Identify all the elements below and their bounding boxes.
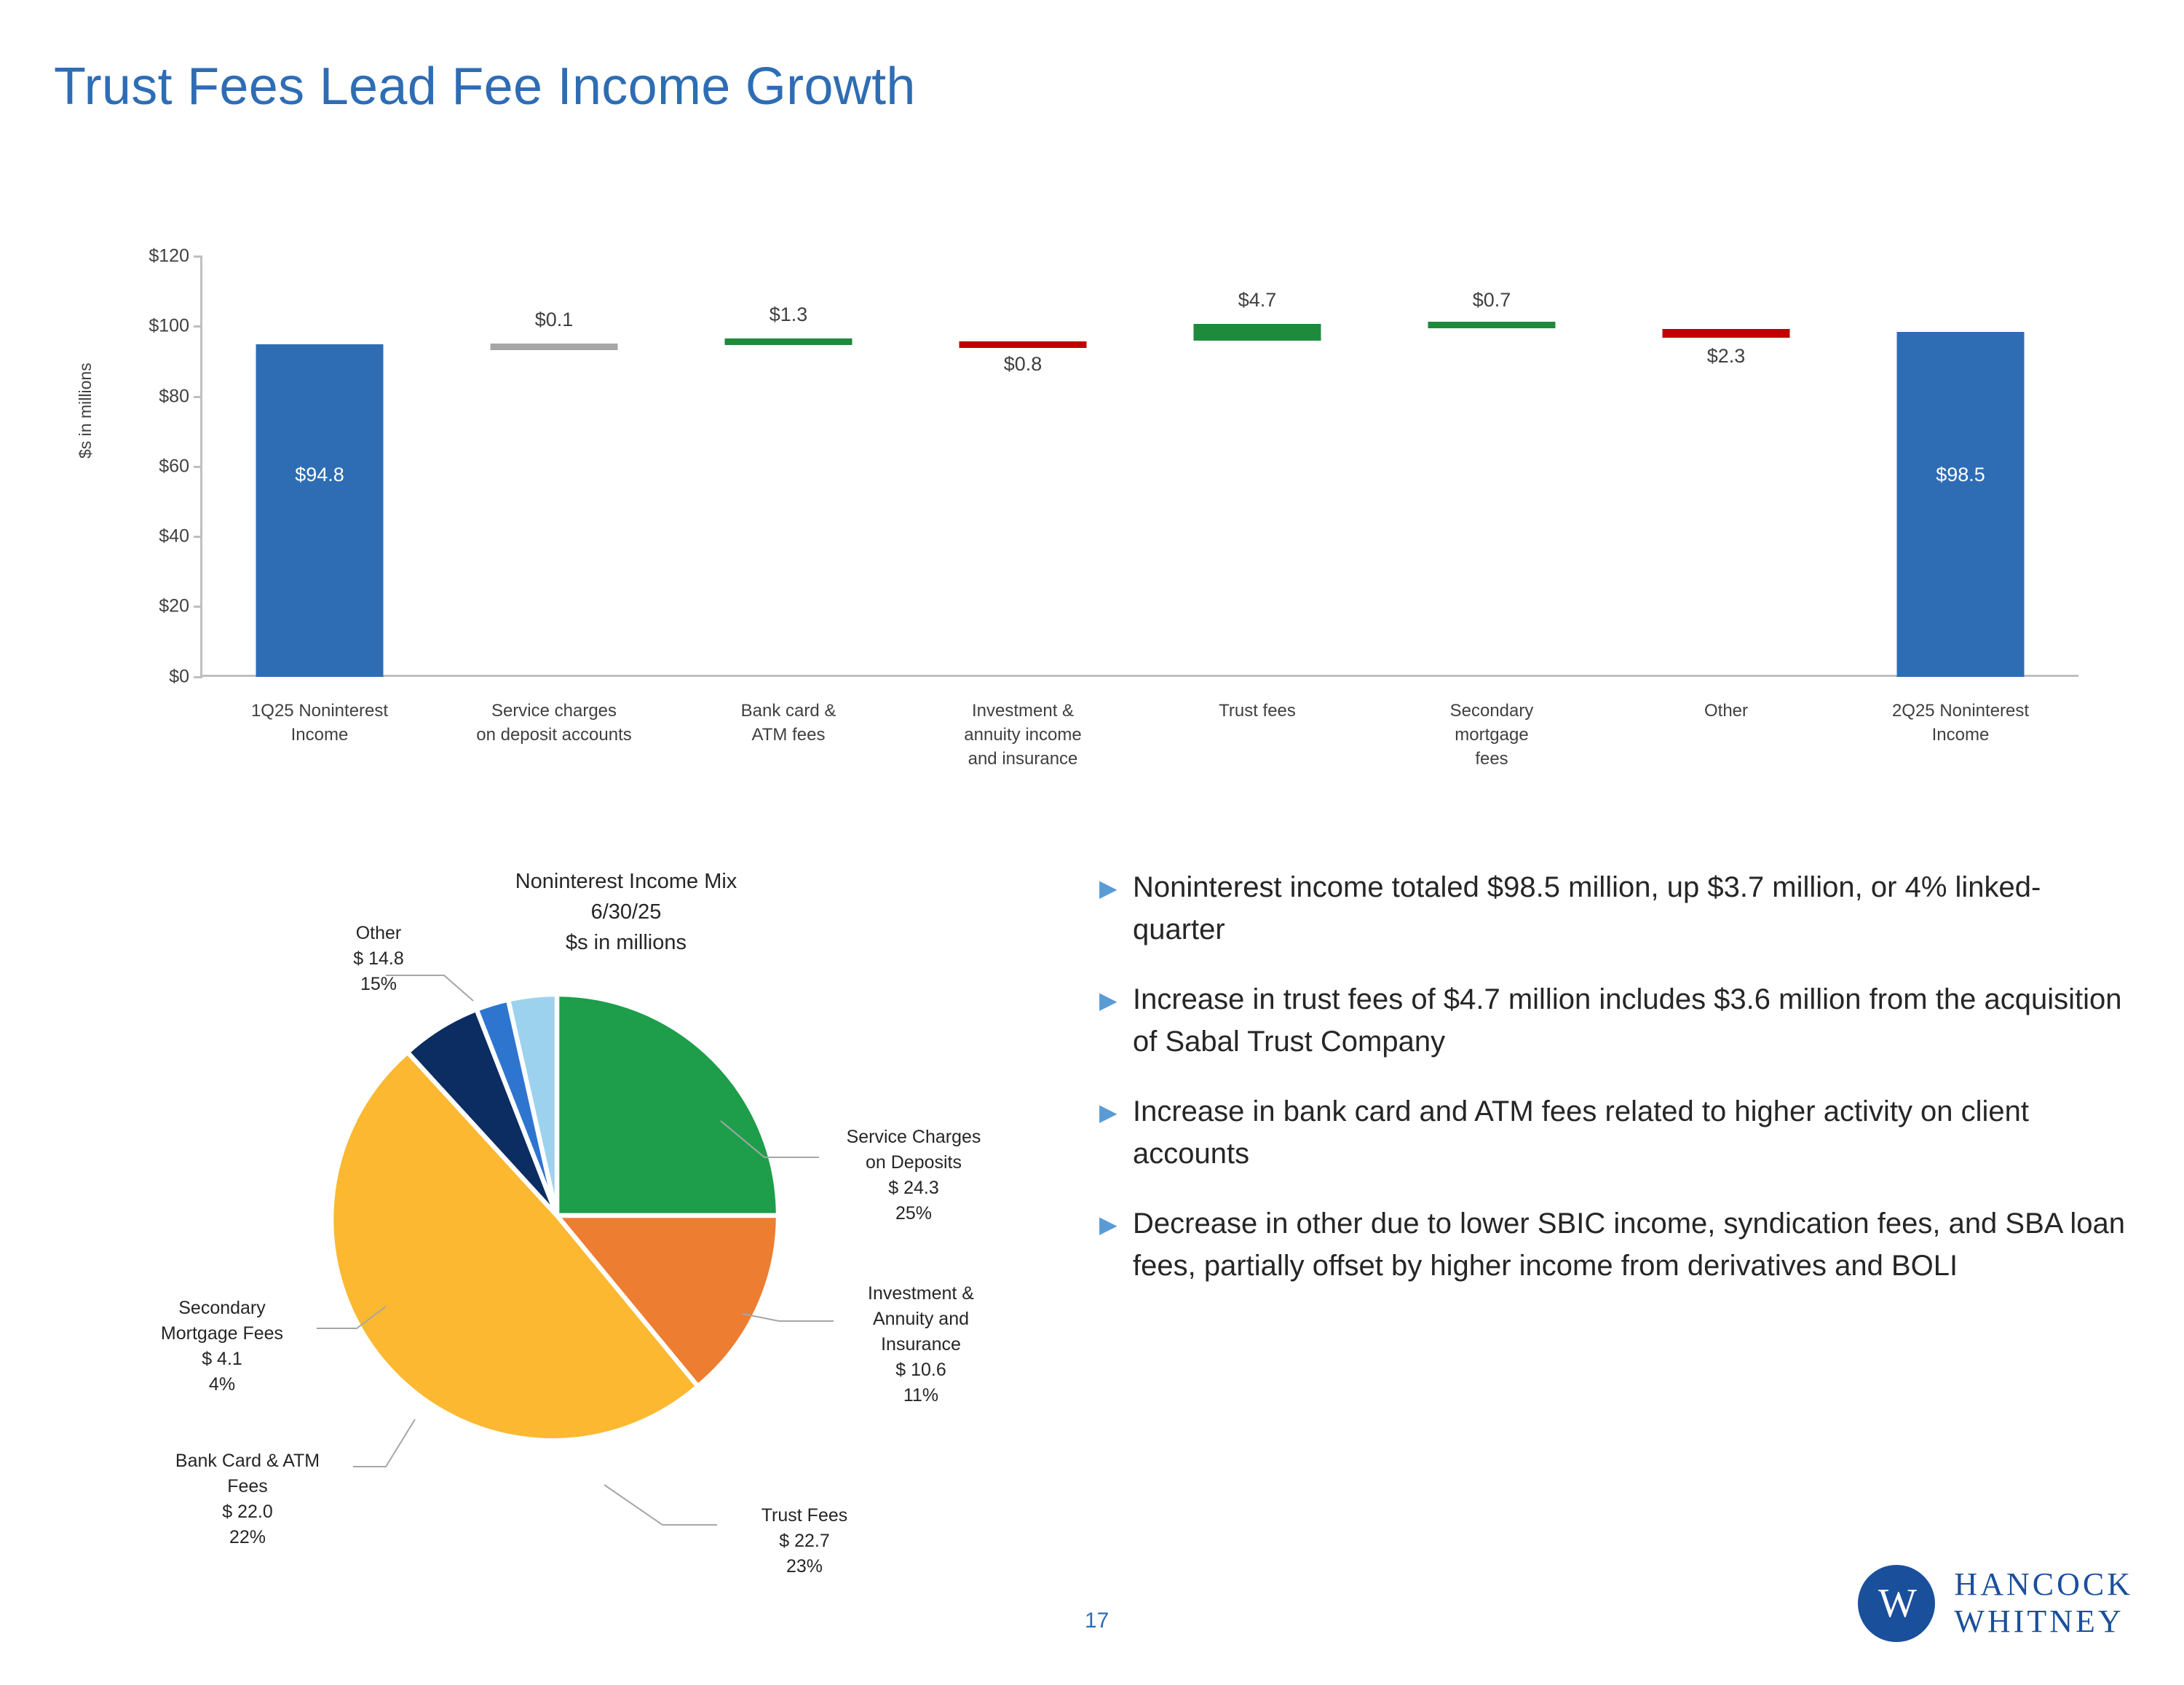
bar-value-secondary-mortgage: $0.7 [1472,289,1511,311]
pie-label-secondary-mortgage [131,1296,313,1397]
bar-trust-fees [1194,324,1321,341]
category-label-secondary-mortgage [1368,699,1615,771]
y-tick-label-20: $20 [159,595,189,616]
pie-label-line: Service Charges [846,1127,981,1147]
list-item [1099,1090,2133,1175]
category-line: 2Q25 Noninterest [1891,701,2030,721]
pie-graphic [324,983,790,1448]
waterfall-y-axis-label: $s in millions [76,362,95,459]
category-line: Trust fees [1219,701,1296,721]
pie-label-investment-annuity [837,1281,1005,1408]
logo-line: HANCOCK [1954,1566,2133,1603]
waterfall-column-investment-annuity [906,256,1140,769]
bar-service-charges [491,344,618,350]
category-line: Bank card & [740,701,836,721]
bullet-marker-icon: ▶ [1099,987,1117,1013]
bullet-marker-icon: ▶ [1099,1211,1117,1237]
category-line: 1Q25 Noninterest [250,701,389,721]
list-item [1099,978,2133,1063]
pie-label-percent: 23% [786,1556,823,1577]
pie-label-line: Trust Fees [761,1505,848,1526]
waterfall-column-bank-card [671,256,906,745]
category-label-bank-card [665,699,912,747]
y-tick-label-120: $120 [149,245,189,266]
pie-label-trust-fees [721,1503,888,1579]
waterfall-column-service-charges [437,256,671,745]
pie-label-percent: 11% [903,1385,939,1406]
bar-value-bank-card: $1.3 [769,304,808,325]
bar-value-trust-fees: $4.7 [1238,289,1277,311]
category-line: on deposit accounts [476,725,632,745]
bar-value-2q25: $98.5 [1936,464,1985,485]
category-line: mortgage [1455,725,1529,745]
category-line: Income [1931,725,1990,745]
bar-bank-card-atm-fees [725,338,852,345]
y-tick-label-100: $100 [149,315,189,336]
pie-label-line: Investment & [868,1283,974,1304]
pie-label-line: Fees [227,1476,268,1496]
bullet-text: Increase in bank card and ATM fees related to higher activity on client accounts [1133,1095,2030,1170]
waterfall-column-2q25 [1843,256,2078,745]
pie-label-value: $ 14.8 [353,948,404,969]
category-line: Service charges [491,701,617,721]
y-tick-label-60: $60 [159,456,189,477]
y-tick-label-40: $40 [159,526,189,547]
page-number: 17 [1085,1609,1109,1633]
bar-investment-annuity [960,341,1087,348]
bullet-text: Increase in trust fees of $4.7 million includes $3.6 million from the acquisition of Sabal Trust Company [1133,983,2122,1058]
category-line: and insurance [968,749,1078,769]
category-line: Income [290,725,349,745]
list-item [1099,866,2133,951]
pie-label-value: $ 4.1 [202,1349,242,1369]
waterfall-column-trust-fees [1140,256,1374,721]
bar-secondary-mortgage-fees [1428,322,1556,328]
waterfall-column-other [1609,256,1843,721]
category-label-2q25 [1837,699,2084,747]
bullet-marker-icon: ▶ [1099,875,1117,901]
bar-value-investment-annuity: $0.8 [1003,353,1042,375]
waterfall-column-1q25 [202,256,437,745]
bar-1q25-noninterest-income [256,344,384,677]
pie-svg [324,983,790,1448]
pie-label-line: Secondary [178,1298,266,1318]
pie-label-line: Insurance [881,1334,961,1355]
pie-label-percent: 15% [360,974,397,994]
bar-value-1q25: $94.8 [295,464,344,485]
hancock-whitney-mark-icon: W [1858,1565,1935,1642]
logo-line: WHITNEY [1954,1603,2124,1639]
pie-label-line: on Deposits [865,1152,962,1173]
bullet-marker-icon: ▶ [1099,1099,1117,1125]
pie-label-value: $ 22.0 [222,1502,273,1522]
category-label-trust-fees [1133,699,1381,723]
pie-label-percent: 4% [208,1374,236,1395]
category-line: Secondary [1449,701,1534,721]
pie-title-line: Noninterest Income Mix [515,870,737,893]
waterfall-column-secondary-mortgage [1374,256,1609,769]
pie-label-line: Annuity and [872,1309,970,1329]
category-label-service-charges [430,699,678,747]
category-line: ATM fees [751,725,826,745]
waterfall-chart [66,240,2097,772]
bullet-text: Noninterest income totaled $98.5 million, up $3.7 million, or 4% linked-quarter [1133,871,2041,945]
pie-title-line: $s in millions [566,931,687,955]
pie-title-line: 6/30/25 [590,900,662,924]
pie-label-service-charges [823,1125,1005,1226]
category-label-1q25 [196,699,443,747]
pie-label-other [306,921,451,997]
page-title: Trust Fees Lead Fee Income Growth [54,58,916,116]
company-logo [1858,1565,2133,1642]
pie-chart-title [408,866,844,958]
bar-other [1663,329,1790,338]
pie-label-value: $ 24.3 [888,1178,939,1198]
pie-slice-service-charges [557,994,778,1216]
pie-label-bank-card-atm [146,1448,349,1550]
bullet-text: Decrease in other due to lower SBIC income, syndication fees, and SBA loan fees, partially offset by higher income from derivatives and BOLI [1133,1208,2125,1282]
category-line: fees [1475,749,1508,769]
category-line: Other [1704,701,1749,721]
commentary-list [1099,866,2133,1315]
pie-label-value: $ 22.7 [779,1531,830,1551]
y-tick-label-80: $80 [159,386,189,407]
logo-wordmark [1954,1566,2133,1640]
category-label-investment-annuity [899,699,1147,771]
category-line: Investment & [971,701,1075,721]
waterfall-plot-area [149,245,2078,769]
category-line: annuity income [964,725,1082,745]
pie-label-line: Bank Card & ATM [175,1451,320,1471]
bar-value-other: $2.3 [1706,345,1746,367]
income-mix-pie-chart [66,837,1121,1623]
pie-label-value: $ 10.6 [895,1360,946,1380]
bar-value-service-charges: $0.1 [534,309,574,330]
y-tick-label-0: $0 [169,666,189,687]
pie-label-percent: 22% [229,1527,266,1547]
list-item [1099,1202,2133,1287]
pie-label-line: Mortgage Fees [160,1323,284,1344]
pie-label-percent: 25% [895,1203,933,1224]
pie-label-line: Other [355,923,402,943]
category-label-other [1602,699,1850,723]
bar-2q25-noninterest-income [1897,332,2025,678]
